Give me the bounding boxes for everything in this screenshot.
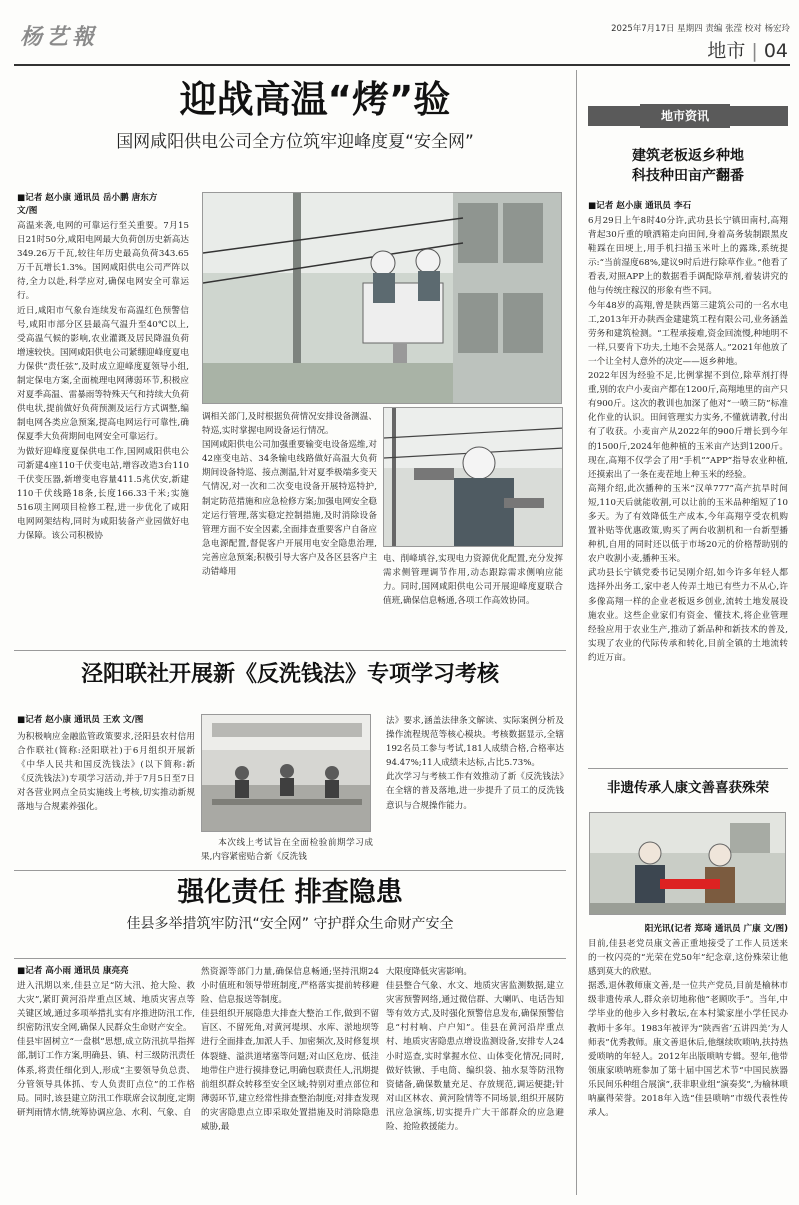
page-number: 04 <box>763 40 788 62</box>
sidebar-header: 地市资讯 <box>640 104 730 128</box>
sidebar-story1-byline: ■记者 赵小康 通讯员 李石 <box>588 201 692 211</box>
sidebar-story2-rule <box>588 768 788 769</box>
section-divider: | <box>745 40 764 62</box>
article3-col1: 进入汛期以来,佳县立足“防大汛、抢大险、救大灾”,紧盯黄河沿岸重点区域、地质灾害点等关键区域,通过多项举措扎实有序推进防汛工作,织密防汛安全网,确保人民群众生命财产安全。 佳县牢固树立“一盘棋”思想,成立防汛抗旱指挥部,制订工作方案,明确县、镇、村三级防汛责任体系,将责任细化到人,形成“主要领导负总责、分管领导具体抓、专人负责盯点位”的工作格局。同时,该县建立防汛工作联席会议制度,定期研判雨情水情,统筹协调应急、水利、气象、自 <box>17 981 195 1118</box>
article3-col3: 大限度降低灾害影响。 佳县整合气象、水文、地质灾害监测数据,建立灾害预警网络,通过微信群、大喇叭、电话告知等有效方式,及时强化预警信息发布,确保预警信息“村村响、户户知”。佳县在黄河沿岸重点村、地质灾害隐患点增设监测设备,安排专人24小时巡查,实时掌握水位、山体变化情况;同时,做好铁锹、手电筒、编织袋、抽水泵等防汛物资储备,确保数量充足、存放规范,调运便捷;针对山区林农、黄河险情等不同场景,组织开展防汛应急演练,切实提升广大干部群众的应急避险、抢险救援能力。 <box>386 967 564 1133</box>
article1-col2: 调相关部门,及时根据负荷情况安排设备测温、特巡,实时掌握电网设备运行情况。 国网咸阳供电公司加强重要输变电设备巡维,对42座变电站、34条输电线路做好高温大负荷期间设备特巡、接点测温,针对夏季极端多变天气情况,对一次和二次变电设备开展特巡特护,制定防范措施和应急检修方案;加强电网安全稳定运行管理,落实稳定控制措施,及时消除设备管理方面不安全因素,全面排查重要客户自备应急电源配置,督促客户开展用电安全隐患治理,完善应急预案;积极引导大客户及各区县客户主动错峰用 <box>202 412 377 578</box>
article2-photo-exam-room <box>201 714 371 832</box>
sidebar-story2-byline: 阳光讯(记者 郑琦 通讯员 广康 文/图) <box>644 924 788 934</box>
masthead-rule <box>14 64 790 66</box>
article3-top-rule <box>14 870 566 871</box>
masthead-logo: 杨艺報 <box>20 24 99 50</box>
article2-col3: 法》要求,涵盖法律条文解读、实际案例分析及操作流程规范等核心模块。考核数据显示,全辖192名员工参与考试,181人成绩合格,合格率达94.47%;11人成绩未达标,占比5.73%。 此次学习与考核工作有效推动了新《反洗钱法》在全辖的普及落地,进一步提升了员工的反洗钱意识与合规操作能力。 <box>386 716 564 811</box>
article3-headline: 强化责任 排查隐患 <box>177 877 403 908</box>
article1-col1: 高温来袭,电网的可靠运行至关重要。7月15日21时50分,咸阳电网最大负荷创历史新高达349.26万千瓦,较往年历史最高负荷343.65万千瓦增长1.3%。国网咸阳供电公司严阵以待,全力以赴,科学应对,确保电网安全可靠运行。 近日,咸阳市气象台连续发布高温红色预警信号,咸阳市部分区县最高气温升至40℃以上,受高温气候的影响,农业灌溉及居民降温负荷增速较快。国网咸阳供电公司紧绷迎峰度夏电力保供“责任弦”,及时成立迎峰度夏领导小组,制定保电方案,全面梳理电网薄弱环节,积极应对夏季高温、雷暴雨等特殊天气和持续大负荷供电状,提前做好负荷预测及运行方式调整,编制电网各类应急预案,提高电网运行可靠性,确保夏季大负荷期间电网安全可靠运行。 为做好迎峰度夏保供电工作,国网咸阳供电公司新建4座110千伏变电站,增容改造3台110千伏变压器,新增变电容量411.5兆伏安,新建110千伏线路18条,长度166.33千米;实施516项主网项目检修工程,进一步优化了咸阳电网网架结构,同时为咸阳装备产业园做好电力保障。该公司积极协 <box>17 221 189 542</box>
date-info: 2025年7月17日 星期四 责编 张滢 校对 杨宏玲 <box>611 24 790 34</box>
article3-byline: ■记者 高小雨 通讯员 康亮亮 <box>17 966 129 976</box>
sidebar-story1-headline: 建筑老板返乡种地 科技种田亩产翻番 <box>632 148 744 184</box>
article3-subheadline: 佳县多举措筑牢防汛“安全网” 守护群众生命财产安全 <box>126 916 454 932</box>
article2-col1: 为积极响应金融监管政策要求,泾阳县农村信用合作联社(简称:泾阳联社)于6月组织开展新《中华人民共和国反洗钱法》(以下简称:新《反洗钱法》)专项学习活动,并于7月5日至7日对各营业网点全员实施线上考核,切实推动新规落地与合规素养强化。 <box>17 732 195 813</box>
article1-col3: 电、削峰填谷,实现电力资源优化配置,充分发挥需求侧管理调节作用,动态跟踪需求侧响应能力。同时,国网咸阳供电公司开展迎峰度夏联合值班,确保信息畅通,各项工作高效协同。 <box>383 554 563 607</box>
article2-top-rule <box>14 650 566 651</box>
article1-photo-bucket-truck <box>202 192 562 404</box>
article1-headline: 迎战高温“烤”验 <box>179 78 451 121</box>
article1-photo-lineman <box>383 407 563 547</box>
article1-subheadline: 国网咸阳供电公司全方位筑牢迎峰度夏“安全网” <box>116 132 474 152</box>
sidebar-story1-body: 6月29日上午8时40分许,武功县长宁镇田南村,高翔背起30斤重的喷洒箱走向田间,身着高务装制跟黑皮鞋踩在田埂上,用手机扫描玉米叶上的露珠,系统提示:“当前湿度68%,建议9时后进行除草作业。”他看了看表,对照APP上的数据看手调配除草剂,着装讲究的他与传统庄稼汉的形象有些不同。 今年48岁的高翔,曾是陕西第三建筑公司的一名水电工,2013年开办陕西金建建筑工程有限公司,业务涵盖劳务和建筑检测。“工程承接难,资金回流慢,种地明不一样,只要肯下功夫,土地不会晃落人。”2021年他放了一个让全村人意外的决定——返乡种地。 2022年因为经验不足,比例掌握不到位,除草剂打得重,别的农户小麦亩产都在1200斤,高翔地里的亩产只有900斤。这次的教训也加深了他对“一喷三防”标准化作业的认识。田间管理实力实务,不懂就请教,付出有了收获。小麦亩产从2022年的900斤增长到今年的1500斤,2024年他种植的玉米亩产达到1200斤。现在,高翔不仅学会了用“手机”“APP”指导农业种植,还摸索出了一条在麦茬地上种玉米的经验。 高翔介绍,此次播种的玉米“汉单777”高产抗旱时间短,110天后就能收割,可以让前的玉米品种缩短了10多天。为了有效降低生产成本,今年高翔亨受农机购置补贴等优惠政策,购买了两台收割机和一台新型播种机,自用的同时还以低于市场20元的价格帮助别的农户收割小麦,播种玉米。 武功县长宁镇党委书记吴刚介绍,如今许多年轻人都选择外出务工,家中老人传弄土地已有些力不从心,许多像高翔一样的企业老板返乡创业,流转土地发展设施农业。这些企业家们有资金、懂技术,将企业管理经验应用于农业生产,推动了新品种和新技术的普及,实现了农业的代际传承和转化,目前全镇的土地流转约近万亩。 <box>588 216 788 663</box>
sidebar-story2-photo <box>589 812 786 915</box>
article3-col2: 然资源等部门力量,确保信息畅通;坚持汛期24小时值班和领导带班制度,严格落实提前转移避险、信息报送等制度。 佳县组织开展隐患大排查大整治工作,做到不留盲区、不留死角,对黄河堤坝、水库、淤地坝等进行全面排查,加派人手、加密频次,及时修复坝体裂缝、溢洪道堵塞等问题;对山区危房、低洼地带住户进行摸排登记,明确包联责任人,汛期提前组织群众转移至安全区域;特别对重点部位和薄弱环节,建立经常性排查整治制度;对排查发现的灾害隐患点立即采取处置措施及时消除隐患威胁,最 <box>201 967 379 1133</box>
sidebar-story2-body: 目前,佳县老党员康文善正重地接受了工作人员送来的一枚闪亮的“光荣在党50年”纪念章,这份殊荣让他感到莫大的欣慰。 据悉,退休教师康文善,是一位共产党员,目前是榆林市级非遗传承人,群众亲切地称他“老顾吹手”。当年,中学毕业的他步入乡村教坛,在本村粱家崖小学任民办教师十多年。1983年被评为“陕西省‘五讲四美’为人师表”优秀教师。康文善退休后,他继续吹唢呐,扶持热爱唢呐的年轻人。2012年出版唢呐专辑。翌年,他带领康家唢呐班参加了第十届中国艺术节“中国民族器乐民间乐种组合展演”,获非职业组“演奏奖”,为榆林唢呐赢得荣誉。2018年入选“佳县唢呐”市级代表性传承人。 <box>588 939 788 1119</box>
section-name: 地市 <box>707 40 746 62</box>
article2-caption: 本次线上考试旨在全面检验前期学习成果,内容紧密贴合新《反洗钱 <box>201 838 373 863</box>
article2-byline: ■记者 赵小康 通讯员 王欢 文/图 <box>17 715 144 725</box>
section-label <box>690 36 788 62</box>
article3-sub-rule <box>14 958 566 959</box>
article1-byline: ■记者 赵小康 通讯员 岳小鹏 唐东方 文/图 <box>17 193 158 216</box>
article2-headline: 泾阳联社开展新《反洗钱法》专项学习考核 <box>80 662 499 687</box>
sidebar-story2-headline: 非遗传承人康文善喜获殊荣 <box>607 780 769 796</box>
sidebar-divider <box>576 70 577 1195</box>
